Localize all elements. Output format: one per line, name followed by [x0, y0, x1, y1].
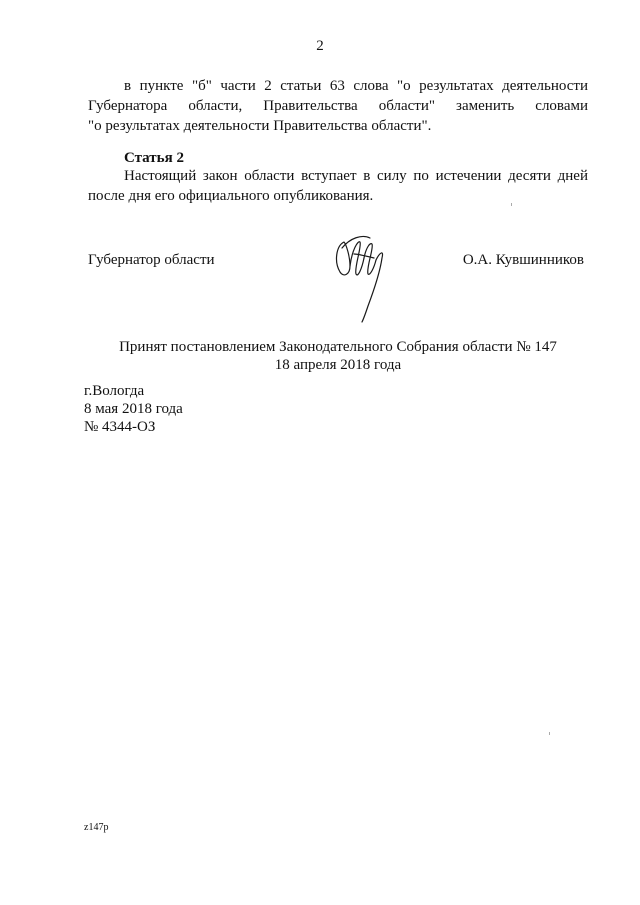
- amendment-paragraph: [88, 76, 588, 136]
- scan-speck: [549, 732, 550, 735]
- adoption-line: Принят постановлением Законодательного Собрания области № 147: [119, 339, 557, 355]
- paragraph-line: "о результатах деятельности Правительства области".: [88, 118, 432, 134]
- adoption-date: 18 апреля 2018 года: [274, 357, 402, 373]
- article-line: Настоящий закон области вступает в силу по истечении десяти дней: [124, 168, 588, 184]
- paragraph-line: в пункте "б" части 2 статьи 63 слова "о результатах деятельности: [124, 78, 588, 94]
- place-date-number: [84, 382, 183, 436]
- signing-date: 8 мая 2018 года: [84, 401, 183, 417]
- article-body: [88, 166, 588, 206]
- article-heading: Статья 2: [124, 150, 184, 166]
- signatory-position: Губернатор области: [88, 252, 215, 268]
- law-number: № 4344-ОЗ: [84, 419, 156, 435]
- adoption-note: [0, 338, 640, 374]
- scan-speck: [511, 203, 512, 206]
- paragraph-line: Губернатора области, Правительства области" заменить словами: [88, 98, 588, 114]
- page-number: 2: [316, 38, 324, 54]
- footer-code: z147p: [84, 822, 109, 833]
- handwritten-signature: [330, 228, 388, 323]
- city: г.Вологда: [84, 383, 145, 399]
- signatory-name: О.А. Кувшинников: [462, 252, 584, 268]
- article-line: после дня его официального опубликования.: [88, 188, 374, 204]
